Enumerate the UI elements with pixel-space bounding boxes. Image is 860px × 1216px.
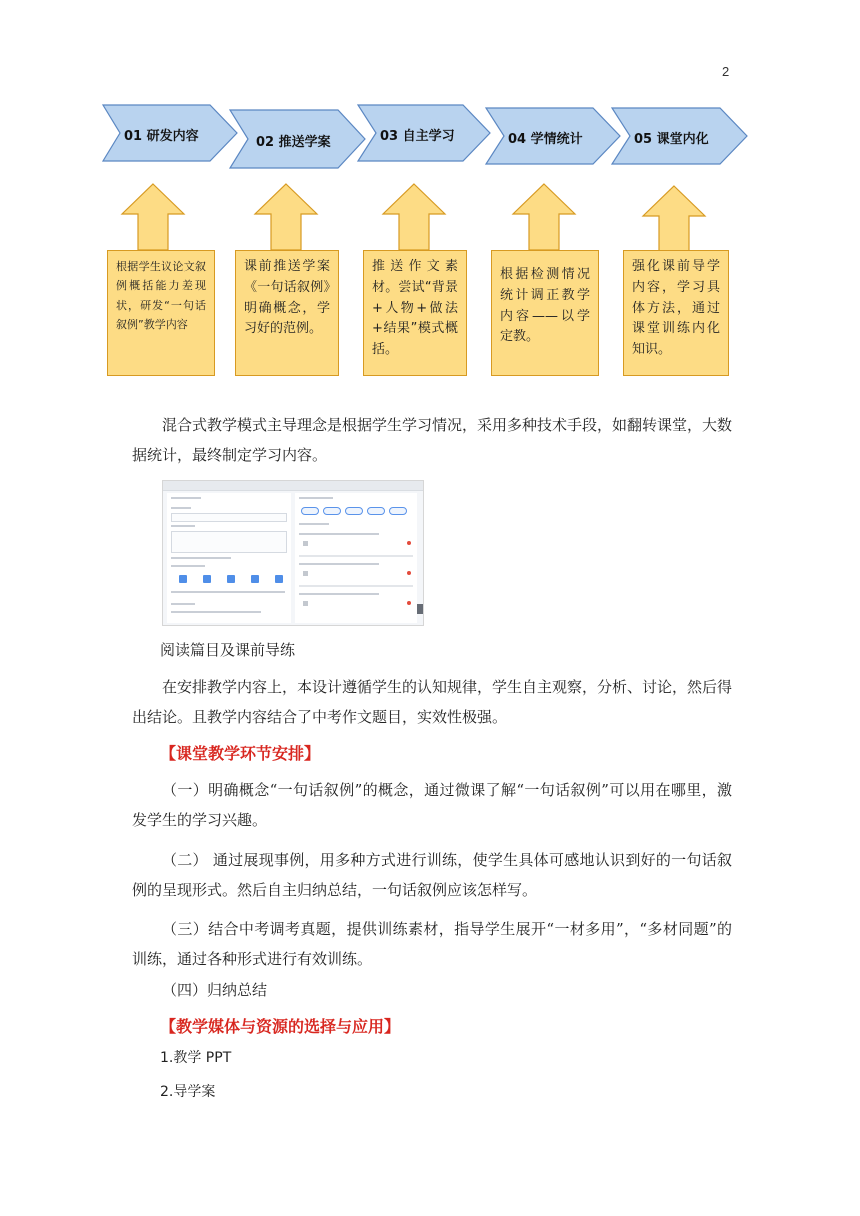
screenshot-side-button (417, 604, 424, 614)
paragraph-blended-teaching: 混合式教学模式主导理念是根据学生学习情况，采用多种技术手段，如翻转课堂，大数据统计，最终制定学习内容。 (132, 416, 733, 464)
step-label-1: 01 研发内容 (124, 129, 199, 144)
step-label-5: 05 课堂内化 (634, 132, 709, 147)
embedded-app-screenshot (162, 480, 424, 626)
note-4: 根据检测情况统计调正教学内容——以学定教。 (491, 250, 599, 376)
note-2: 课前推送学案《一句话叙例》明确概念，学习好的范例。 (235, 250, 339, 376)
step-label-2: 02 推送学案 (256, 135, 331, 150)
media-item-ppt: 1.教学 PPT (160, 1050, 232, 1066)
paragraph-teaching-content: 在安排教学内容上，本设计遵循学生的认知规律，学生自主观察，分析、讨论，然后得出结论。且教学内容结合了中考作文题目，实效性极强。 (132, 678, 733, 726)
note-5: 强化课前导学内容，学习具体方法，通过课堂训练内化知识。 (623, 250, 729, 376)
up-arrow-1 (122, 184, 184, 250)
up-arrow-4 (513, 184, 575, 250)
heading-class-arrangement: 【课堂教学环节安排】 (160, 744, 321, 763)
screenshot-left-panel (167, 493, 291, 623)
up-arrow-2 (255, 184, 317, 250)
section-three: （三）结合中考调考真题，提供训练素材，指导学生展开“一材多用”，“多材同题”的训练，通过各种形式进行有效训练。 (132, 920, 732, 968)
screenshot-caption: 阅读篇目及课前导练 (160, 641, 296, 659)
step-label-3: 03 自主学习 (380, 129, 455, 144)
section-two: （二） 通过展现事例，用多种方式进行训练，使学生具体可感地认识到好的一句话叙例的呈现形式。然后自主归纳总结，一句话叙例应该怎样写。 (132, 851, 732, 899)
media-item-guide: 2.导学案 (160, 1084, 216, 1100)
note-3: 推送作文素材。尝试“背景+人物+做法+结果”模式概括。 (363, 250, 467, 376)
page-number: 2 (722, 64, 730, 79)
section-four: （四）归纳总结 (162, 981, 268, 999)
flow-diagram (0, 0, 860, 400)
section-one: （一）明确概念“一句话叙例”的概念，通过微课了解“一句话叙例”可以用在哪里，激发学生的学习兴趣。 (132, 781, 732, 829)
screenshot-right-panel (295, 493, 417, 623)
up-arrow-3 (383, 184, 445, 250)
heading-media-resources: 【教学媒体与资源的选择与应用】 (160, 1017, 401, 1036)
up-arrow-5 (643, 186, 705, 252)
step-label-4: 04 学情统计 (508, 132, 583, 147)
screenshot-titlebar (163, 481, 423, 491)
note-1: 根据学生议论文叙例概括能力差现状，研发“一句话叙例”教学内容 (107, 250, 215, 376)
